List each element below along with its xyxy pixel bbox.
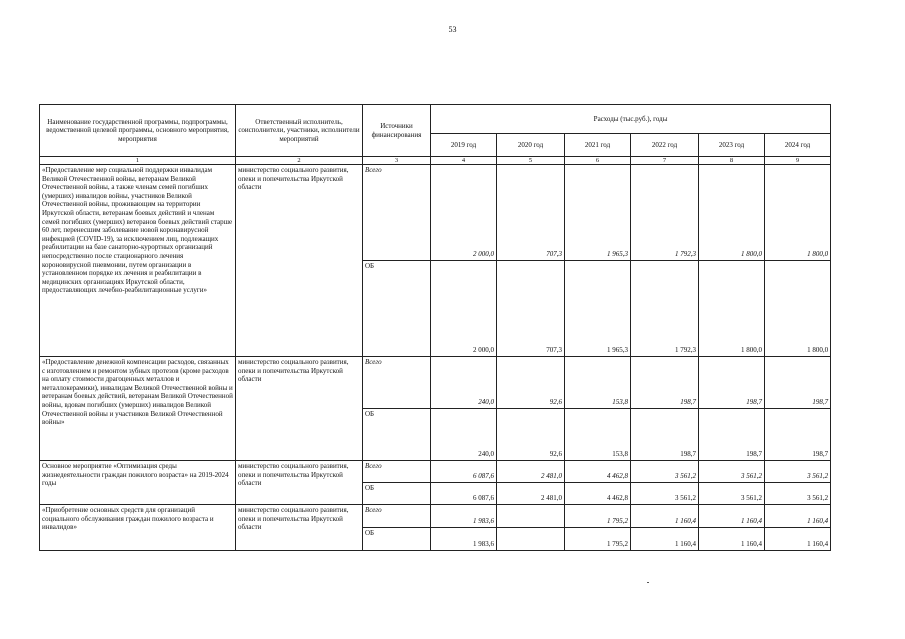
header-executor: Ответственный исполнитель, соисполнители, участники, исполнители мероприятий bbox=[236, 105, 363, 157]
total-amount: 3 561,2 bbox=[631, 461, 699, 483]
ob-amount: 1 800,0 bbox=[765, 261, 831, 357]
executor-name: министерство социального развития, опеки и попечительства Иркутской области bbox=[236, 357, 363, 461]
column-number: 1 bbox=[40, 157, 236, 165]
column-number: 4 bbox=[431, 157, 497, 165]
source-ob-label: ОБ bbox=[363, 261, 431, 357]
ob-amount: 153,8 bbox=[565, 409, 631, 461]
ob-amount: 1 160,4 bbox=[631, 528, 699, 551]
source-ob-label: ОБ bbox=[363, 483, 431, 505]
page-number: 53 bbox=[448, 25, 457, 34]
header-row bbox=[40, 105, 831, 134]
column-number: 3 bbox=[363, 157, 431, 165]
column-number: 8 bbox=[699, 157, 765, 165]
scan-mark bbox=[647, 582, 649, 583]
total-amount: 1 795,2 bbox=[565, 505, 631, 528]
total-amount: 2 000,0 bbox=[431, 165, 497, 261]
year-header: 2020 год bbox=[497, 134, 565, 157]
ob-amount: 3 561,2 bbox=[631, 483, 699, 505]
executor-name: министерство социального развития, опеки и попечительства Иркутской области bbox=[236, 461, 363, 505]
ob-amount: 1 160,4 bbox=[765, 528, 831, 551]
total-amount: 3 561,2 bbox=[765, 461, 831, 483]
column-number: 2 bbox=[236, 157, 363, 165]
column-number: 6 bbox=[565, 157, 631, 165]
ob-amount: 92,6 bbox=[497, 409, 565, 461]
source-total-label: Всего bbox=[363, 505, 431, 528]
total-amount: 198,7 bbox=[631, 357, 699, 409]
total-amount: 3 561,2 bbox=[699, 461, 765, 483]
program-name: «Предоставление мер социальной поддержки инвалидам Великой Отечественной войны, ветеранам Великой Отечественной войны, а также членам семей погибших (умерших) инвалидов войны, участников Великой Отечественной войны, проживающим на территории Иркутской области, ветеранам боевых действий и членам семей погибших (умерших) ветеранов боевых действий старше 60 лет, перенесшим заболевание новой коронавирусной инфекцией (COVID-19), за исключением лиц, подлежащих реабилитации на базе санаторно-курортных организаций непосредственно после стационарного лечения короновирусной пневмонии, путем организации в установленном порядке их лечения и реабилитации в медицинских организациях Иркутской области, предоставляющих лечебно-реабилитационные услуги» bbox=[40, 165, 236, 357]
ob-amount: 3 561,2 bbox=[765, 483, 831, 505]
ob-amount: 707,3 bbox=[497, 261, 565, 357]
ob-amount: 198,7 bbox=[699, 409, 765, 461]
total-amount: 1 965,3 bbox=[565, 165, 631, 261]
total-amount: 1 792,3 bbox=[631, 165, 699, 261]
ob-amount: 3 561,2 bbox=[699, 483, 765, 505]
ob-amount: 2 000,0 bbox=[431, 261, 497, 357]
year-header: 2022 год bbox=[631, 134, 699, 157]
total-amount: 153,8 bbox=[565, 357, 631, 409]
total-amount: 1 160,4 bbox=[765, 505, 831, 528]
total-amount: 1 800,0 bbox=[699, 165, 765, 261]
column-number: 5 bbox=[497, 157, 565, 165]
total-amount: 707,3 bbox=[497, 165, 565, 261]
table-row bbox=[40, 505, 831, 528]
year-header: 2023 год bbox=[699, 134, 765, 157]
executor-name: министерство социального развития, опеки и попечительства Иркутской области bbox=[236, 165, 363, 357]
header-expenses: Расходы (тыс.руб.), годы bbox=[431, 105, 831, 134]
total-amount: 92,6 bbox=[497, 357, 565, 409]
year-header: 2021 год bbox=[565, 134, 631, 157]
table-body bbox=[40, 165, 831, 551]
header-source: Источники финансирования bbox=[363, 105, 431, 157]
program-name: Основное мероприятие «Оптимизация среды жизнедеятельности граждан пожилого возраста» на 2019-2024 годы bbox=[40, 461, 236, 505]
source-total-label: Всего bbox=[363, 461, 431, 483]
ob-amount: 1 983,6 bbox=[431, 528, 497, 551]
program-name: «Приобретение основных средств для организаций социального обслуживания граждан пожилого возраста и инвалидов» bbox=[40, 505, 236, 551]
total-amount: 1 160,4 bbox=[699, 505, 765, 528]
total-amount: 1 160,4 bbox=[631, 505, 699, 528]
ob-amount: 1 795,2 bbox=[565, 528, 631, 551]
total-amount: 2 481,0 bbox=[497, 461, 565, 483]
total-amount: 4 462,8 bbox=[565, 461, 631, 483]
executor-name: министерство социального развития, опеки и попечительства Иркутской области bbox=[236, 505, 363, 551]
total-amount: 1 800,0 bbox=[765, 165, 831, 261]
column-number: 7 bbox=[631, 157, 699, 165]
source-total-label: Всего bbox=[363, 357, 431, 409]
ob-amount: 1 965,3 bbox=[565, 261, 631, 357]
header-name: Наименование государственной программы, подпрограммы, ведомственной целевой программы, основного мероприятия, мероприятия bbox=[40, 105, 236, 157]
ob-amount: 1 792,3 bbox=[631, 261, 699, 357]
table-row bbox=[40, 165, 831, 261]
table-row bbox=[40, 357, 831, 409]
ob-amount bbox=[497, 528, 565, 551]
total-amount: 240,0 bbox=[431, 357, 497, 409]
ob-amount: 240,0 bbox=[431, 409, 497, 461]
ob-amount: 1 160,4 bbox=[699, 528, 765, 551]
budget-table bbox=[39, 104, 831, 551]
ob-amount: 198,7 bbox=[631, 409, 699, 461]
total-amount: 198,7 bbox=[765, 357, 831, 409]
source-ob-label: ОБ bbox=[363, 528, 431, 551]
ob-amount: 2 481,0 bbox=[497, 483, 565, 505]
total-amount bbox=[497, 505, 565, 528]
source-total-label: Всего bbox=[363, 165, 431, 261]
year-header: 2024 год bbox=[765, 134, 831, 157]
ob-amount: 1 800,0 bbox=[699, 261, 765, 357]
year-header: 2019 год bbox=[431, 134, 497, 157]
total-amount: 198,7 bbox=[699, 357, 765, 409]
total-amount: 1 983,6 bbox=[431, 505, 497, 528]
ob-amount: 6 087,6 bbox=[431, 483, 497, 505]
column-number: 9 bbox=[765, 157, 831, 165]
ob-amount: 198,7 bbox=[765, 409, 831, 461]
program-name: «Предоставление денежной компенсации расходов, связанных с изготовлением и ремонтом зубных протезов (кроме расходов на оплату стоимости драгоценных металлов и металлокерамики), инвалидам Великой Отечественной войны и ветеранам боевых действий, ветеранам Великой Отечественной войны, вдовам погибших (умерших) инвалидов Великой Отечественной войны и участников Великой Отечественной войны» bbox=[40, 357, 236, 461]
ob-amount: 4 462,8 bbox=[565, 483, 631, 505]
column-number-row bbox=[40, 157, 831, 165]
total-amount: 6 087,6 bbox=[431, 461, 497, 483]
table-row bbox=[40, 461, 831, 483]
source-ob-label: ОБ bbox=[363, 409, 431, 461]
